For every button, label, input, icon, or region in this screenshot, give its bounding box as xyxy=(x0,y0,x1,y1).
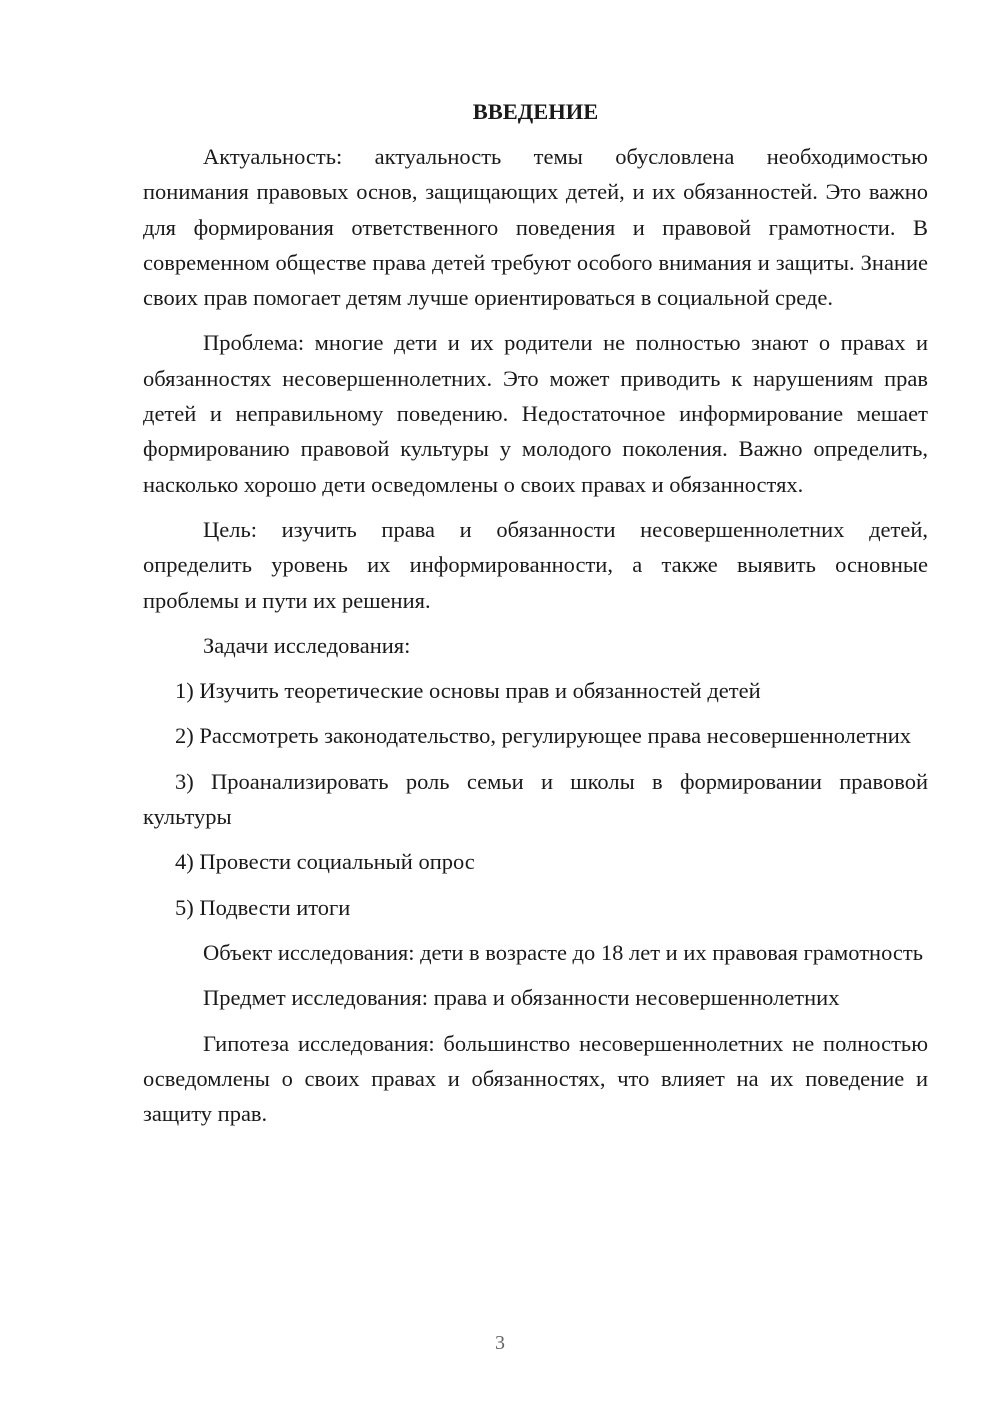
tasks-heading: Задачи исследования: xyxy=(203,632,411,658)
paragraph-hypothesis: Гипотеза исследования: большинство несовершеннолетних не полностью осведомлены о своих правах и обязанностях, что влияет на их поведение и защиту прав. xyxy=(143,1030,928,1127)
document-body xyxy=(143,94,928,1141)
page-title: ВВЕДЕНИЕ xyxy=(472,99,599,124)
paragraph-object: Объект исследования: дети в возрасте до 18 лет и их правовая грамотность xyxy=(203,939,923,965)
task-item-3: 3) Проанализировать роль семьи и школы в формировании правовой культуры xyxy=(143,768,928,830)
task-item-4: 4) Провести социальный опрос xyxy=(175,849,475,875)
paragraph-subject: Предмет исследования: права и обязанности несовершеннолетних xyxy=(203,985,840,1011)
task-item-2: 2) Рассмотреть законодательство, регулирующее права несовершеннолетних xyxy=(175,723,912,749)
paragraph-relevance: Актуальность: актуальность темы обусловлена необходимостью понимания правовых основ, защищающих детей, и их обязанностей. Это важно для формирования ответственного поведения и правовой грамотности. В современном обществе права детей требуют особого внимания и защиты. Знание своих прав помогает детям лучше ориентироваться в социальной среде. xyxy=(143,144,928,311)
paragraph-problem: Проблема: многие дети и их родители не полностью знают о правах и обязанностях несовершеннолетних. Это может приводить к нарушениям прав детей и неправильному поведению. Недостаточное информирование мешает формированию правовой культуры у молодого поколения. Важно определить, насколько хорошо дети осведомлены о своих правах и обязанностях. xyxy=(143,330,928,497)
page-number: 3 xyxy=(495,1332,505,1354)
task-item-5: 5) Подвести итоги xyxy=(175,894,351,920)
paragraph-goal: Цель: изучить права и обязанности несовершеннолетних детей, определить уровень их информированности, а также выявить основные проблемы и пути их решения. xyxy=(143,516,928,613)
task-item-1: 1) Изучить теоретические основы прав и обязанностей детей xyxy=(175,678,761,704)
